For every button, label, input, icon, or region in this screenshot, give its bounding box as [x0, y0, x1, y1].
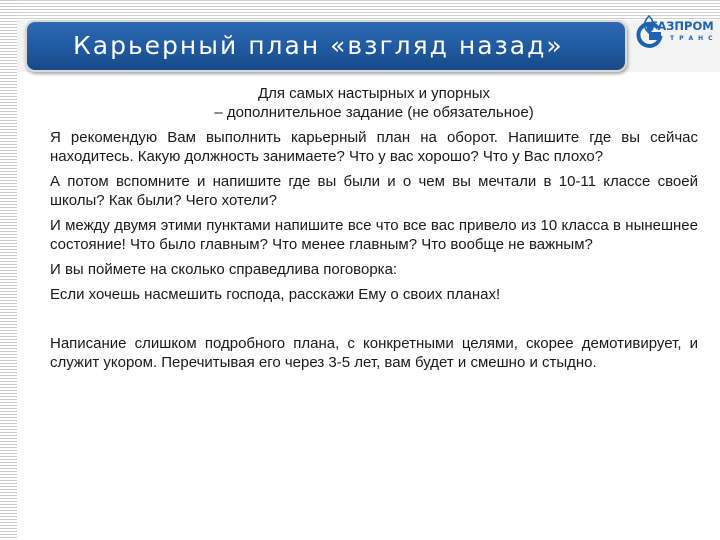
subtitle-line-2: – дополнительное задание (не обязательное) — [214, 104, 534, 121]
gazprom-logo — [634, 14, 718, 50]
slide-title: Карьерный план «взгляд назад» — [73, 31, 564, 60]
logo-name: ГАЗПРОМ — [650, 19, 714, 33]
top-stripe-decoration — [17, 0, 720, 20]
left-stripe-decoration — [0, 0, 17, 540]
logo-subtitle: ТРАНС — [670, 35, 718, 42]
subtitle-line-1: Для самых настырных и упорных — [257, 85, 491, 102]
paragraph-school-dreams: А потом вспомните и напишите где вы были и о чем вы мечтали в 10-11 классе своей школы? Как были? Чего хотели? — [50, 173, 698, 209]
paragraph-proverb: Если хочешь насмешить господа, расскажи Ему о своих планах! — [50, 286, 501, 303]
paragraph-proverb-intro: И вы поймете на сколько справедлива поговорка: — [50, 261, 398, 278]
paragraph-current-position: Я рекомендую Вам выполнить карьерный план на оборот. Напишите где вы сейчас находитесь. Какую должность занимаете? Что у вас хорошо? Что у Вас плохо? — [50, 129, 698, 165]
title-bar — [25, 20, 627, 72]
paragraph-path-between: И между двумя этими пунктами напишите все что все вас привело из 10 класса в нынешнее состояние! Что было главным? Что менее главным? Что вообще не важным? — [50, 217, 698, 253]
paragraph-closing: Написание слишком подробного плана, с конкретными целями, скорее демотивирует, и служит укором. Перечитывая его через 3-5 лет, вам будет и смешно и стыдно. — [50, 335, 698, 371]
slide-content — [50, 84, 698, 378]
